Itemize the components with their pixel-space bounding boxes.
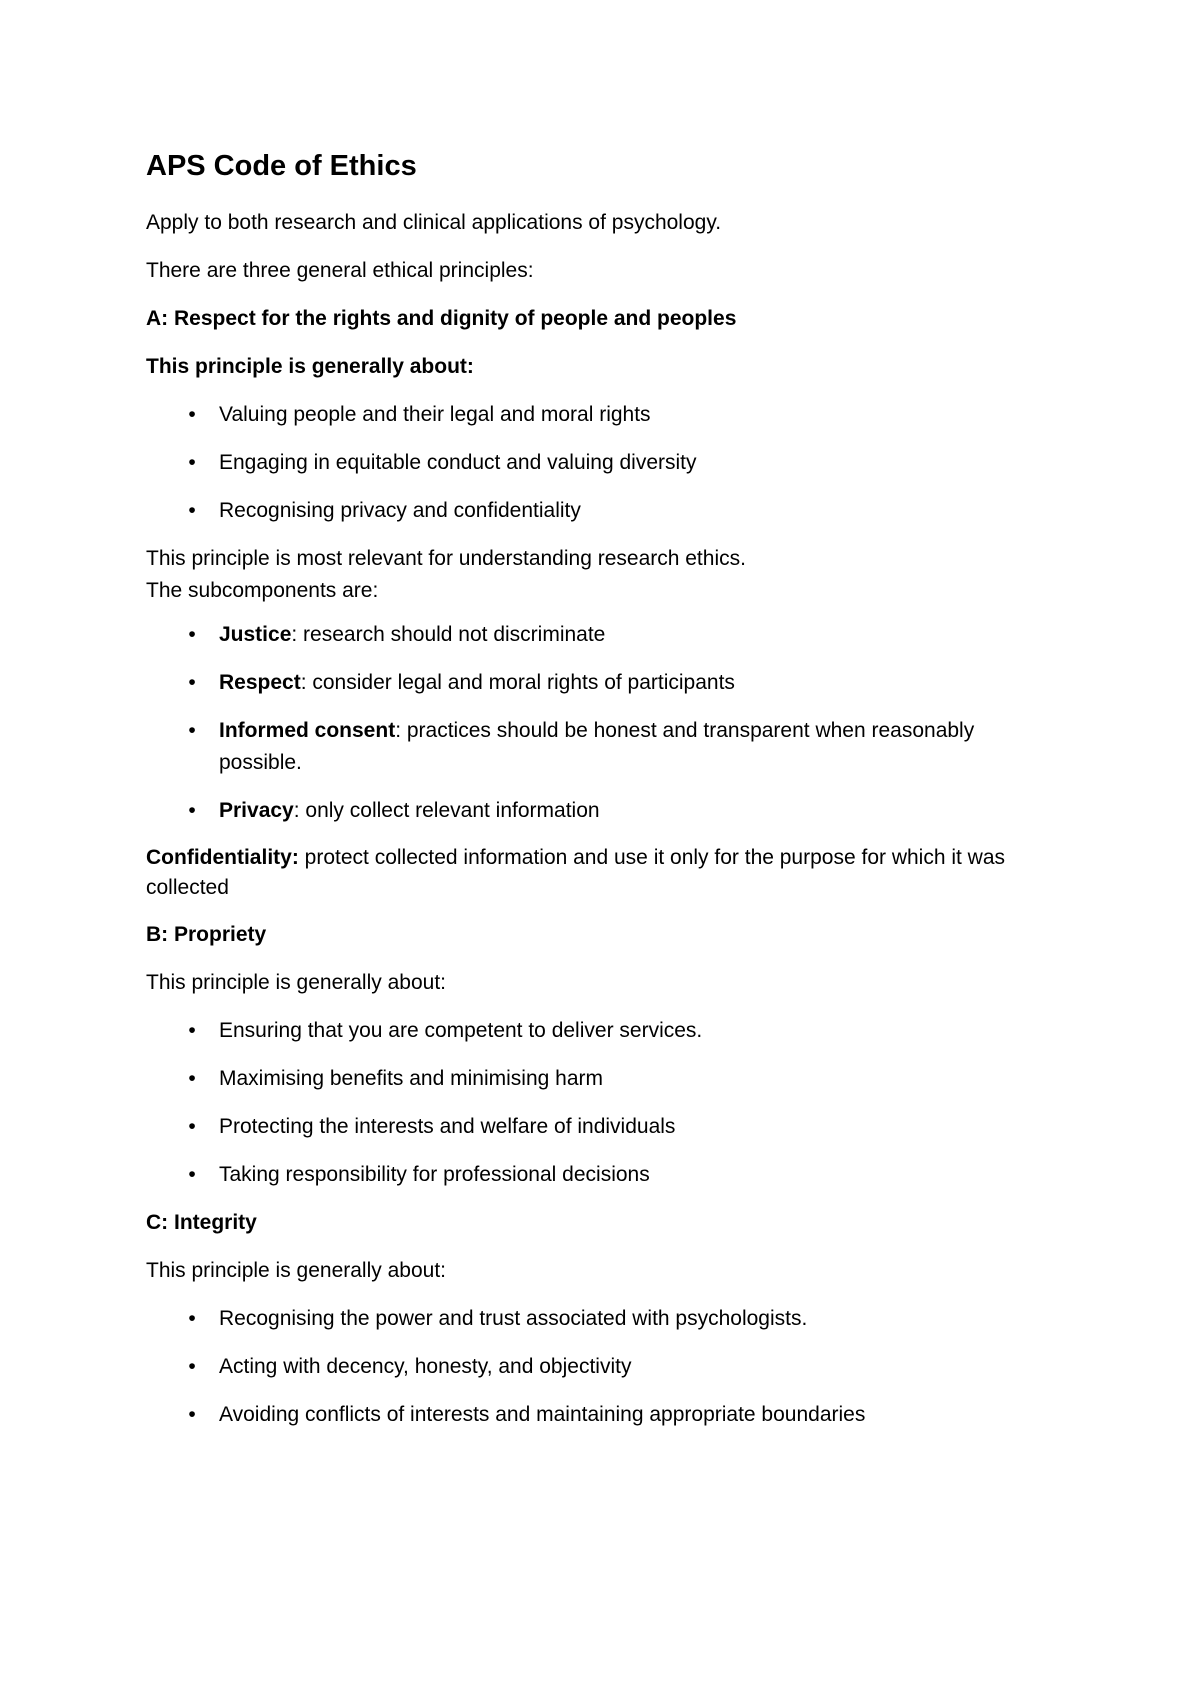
bullet-icon — [182, 1159, 202, 1191]
bullet-icon — [182, 667, 202, 699]
section-a-list — [146, 399, 1066, 527]
document-page — [146, 146, 1066, 1447]
list-item: • Taking responsibility for professional decisions — [146, 1159, 1066, 1191]
list-item: • Recognising privacy and confidentiality — [146, 495, 1066, 527]
list-item: • Engaging in equitable conduct and valuing diversity — [146, 447, 1066, 479]
intro-paragraph: Apply to both research and clinical applications of psychology. — [146, 211, 722, 234]
subcomponents-list — [146, 619, 1066, 827]
list-item: • Informed consent: practices should be honest and transparent when reasonably possible. — [146, 715, 1066, 779]
list-item: • Acting with decency, honesty, and objectivity — [146, 1351, 1066, 1383]
list-item: • Justice: research should not discriminate — [146, 619, 1066, 651]
section-a-subheading: This principle is generally about: — [146, 355, 474, 378]
section-a-note-line1: This principle is most relevant for understanding research ethics. — [146, 547, 746, 570]
list-item: • Privacy: only collect relevant information — [146, 795, 1066, 827]
bullet-icon — [182, 1063, 202, 1095]
bullet-icon — [182, 495, 202, 527]
list-item: • Ensuring that you are competent to deliver services. — [146, 1015, 1066, 1047]
bullet-icon — [182, 1399, 202, 1431]
section-c-subheading: This principle is generally about: — [146, 1259, 446, 1282]
list-item: • Avoiding conflicts of interests and maintaining appropriate boundaries — [146, 1399, 1066, 1431]
bullet-icon — [182, 1015, 202, 1047]
bullet-icon — [182, 1351, 202, 1383]
confidentiality-paragraph: Confidentiality: protect collected information and use it only for the purpose for which it was collected — [146, 846, 1006, 899]
bullet-icon — [182, 619, 202, 651]
section-c-list — [146, 1303, 1066, 1431]
section-a-note-line2: The subcomponents are: — [146, 579, 379, 602]
list-item: • Valuing people and their legal and moral rights — [146, 399, 1066, 431]
bullet-icon — [182, 1111, 202, 1143]
section-b-subheading: This principle is generally about: — [146, 971, 446, 994]
bullet-icon — [182, 715, 202, 747]
section-a-heading: A: Respect for the rights and dignity of people and peoples — [146, 307, 737, 330]
list-item: • Respect: consider legal and moral rights of participants — [146, 667, 1066, 699]
list-item: • Maximising benefits and minimising harm — [146, 1063, 1066, 1095]
section-c-heading: C: Integrity — [146, 1211, 257, 1234]
list-item: • Protecting the interests and welfare of individuals — [146, 1111, 1066, 1143]
section-b-heading: B: Propriety — [146, 923, 267, 946]
principles-intro: There are three general ethical principles: — [146, 259, 534, 282]
section-b-list — [146, 1015, 1066, 1191]
bullet-icon — [182, 399, 202, 431]
page-title: APS Code of Ethics — [146, 150, 417, 182]
list-item: • Recognising the power and trust associated with psychologists. — [146, 1303, 1066, 1335]
bullet-icon — [182, 447, 202, 479]
bullet-icon — [182, 1303, 202, 1335]
bullet-icon — [182, 795, 202, 827]
